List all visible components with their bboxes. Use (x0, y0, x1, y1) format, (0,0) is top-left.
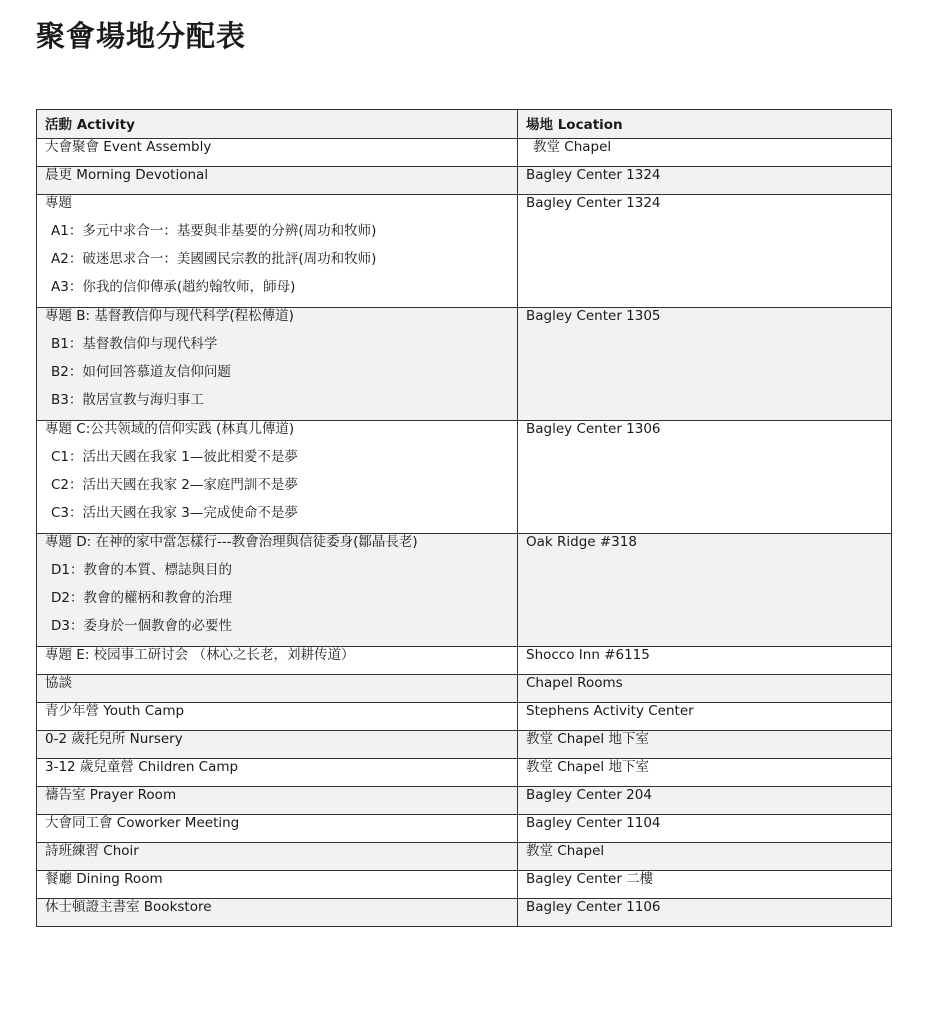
table-row (37, 421, 892, 534)
table-row (37, 675, 892, 703)
location-cell: Stephens Activity Center (518, 703, 892, 731)
location-cell: 教堂 Chapel 地下室 (518, 759, 892, 787)
session-title: 專題 (45, 195, 72, 211)
table-row (37, 787, 892, 815)
location-cell: Bagley Center 1324 (518, 167, 892, 195)
session-item: D2：教會的權柄和教會的治理 (51, 590, 232, 606)
location-cell: Shocco Inn #6115 (518, 647, 892, 675)
activity-cell: 3-12 歲兒童營 Children Camp (37, 759, 518, 787)
location-cell: Bagley Center 1324 (518, 195, 892, 308)
activity-cell (37, 534, 518, 647)
activity-cell: 大會聚會 Event Assembly (37, 139, 518, 167)
activity-cell: 大會同工會 Coworker Meeting (37, 815, 518, 843)
location-cell: Bagley Center 1305 (518, 308, 892, 421)
activity-cell: 禱告室 Prayer Room (37, 787, 518, 815)
session-item: C2：活出天國在我家 2—家庭門訓不是夢 (51, 477, 298, 493)
page-title: 聚會場地分配表 (36, 19, 247, 53)
table-row (37, 899, 892, 927)
session-item: A1：多元中求合一：基要與非基要的分辨(周功和牧师) (51, 223, 377, 239)
activity-cell (37, 421, 518, 534)
activity-cell: 青少年營 Youth Camp (37, 703, 518, 731)
table-row (37, 534, 892, 647)
location-cell: 教堂 Chapel (518, 843, 892, 871)
table-row (37, 815, 892, 843)
session-item: B1：基督教信仰与现代科学 (51, 336, 218, 352)
activity-cell: 詩班練習 Choir (37, 843, 518, 871)
session-item: B3：散居宣教与海归事工 (51, 392, 204, 408)
activity-cell: 餐廳 Dining Room (37, 871, 518, 899)
table-row (37, 308, 892, 421)
location-text: 教堂 Chapel (533, 139, 612, 155)
activity-cell: 協談 (37, 675, 518, 703)
table-row (37, 167, 892, 195)
table-row (37, 731, 892, 759)
table-row (37, 139, 892, 167)
session-title: 專題 D: 在神的家中當怎樣行---教會治理與信徒委身(鄒晶長老) (45, 534, 418, 550)
session-item: C1：活出天國在我家 1—彼此相愛不是夢 (51, 449, 298, 465)
table-row (37, 647, 892, 675)
activity-cell (37, 195, 518, 308)
table-row (37, 703, 892, 731)
session-item: B2：如何回答慕道友信仰问题 (51, 364, 231, 380)
activity-column-header: 活動 Activity (37, 110, 518, 139)
location-cell: Chapel Rooms (518, 675, 892, 703)
table-header-row (37, 110, 892, 139)
activity-cell: 0-2 歲托兒所 Nursery (37, 731, 518, 759)
table-row (37, 843, 892, 871)
activity-cell (37, 308, 518, 421)
location-cell: Bagley Center 二樓 (518, 871, 892, 899)
location-cell: Bagley Center 204 (518, 787, 892, 815)
activity-cell: 晨更 Morning Devotional (37, 167, 518, 195)
location-cell: 教堂 Chapel 地下室 (518, 731, 892, 759)
venue-table (36, 109, 892, 927)
session-item: D3：委身於一個教會的必要性 (51, 618, 232, 634)
table-row (37, 195, 892, 308)
activity-cell: 休士頓證主書室 Bookstore (37, 899, 518, 927)
location-cell: Oak Ridge #318 (518, 534, 892, 647)
location-cell: Bagley Center 1306 (518, 421, 892, 534)
location-column-header: 場地 Location (518, 110, 892, 139)
session-item: A2：破迷思求合一：美國國民宗教的批評(周功和牧师) (51, 251, 377, 267)
location-cell: Bagley Center 1104 (518, 815, 892, 843)
session-title: 專題 C:公共领域的信仰实践 (林真儿傳道) (45, 421, 295, 437)
table-row (37, 871, 892, 899)
session-item: C3：活出天國在我家 3—完成使命不是夢 (51, 505, 298, 521)
table-row (37, 759, 892, 787)
location-cell (518, 139, 892, 167)
session-title: 專題 B: 基督教信仰与现代科学(程松傳道) (45, 308, 294, 324)
activity-cell: 專題 E: 校园事工研讨会 （林心之长老，刘耕传道） (37, 647, 518, 675)
session-item: A3：你我的信仰傳承(趙約翰牧师，師母) (51, 279, 296, 295)
session-item: D1：教會的本質、標誌與目的 (51, 562, 232, 578)
location-cell: Bagley Center 1106 (518, 899, 892, 927)
